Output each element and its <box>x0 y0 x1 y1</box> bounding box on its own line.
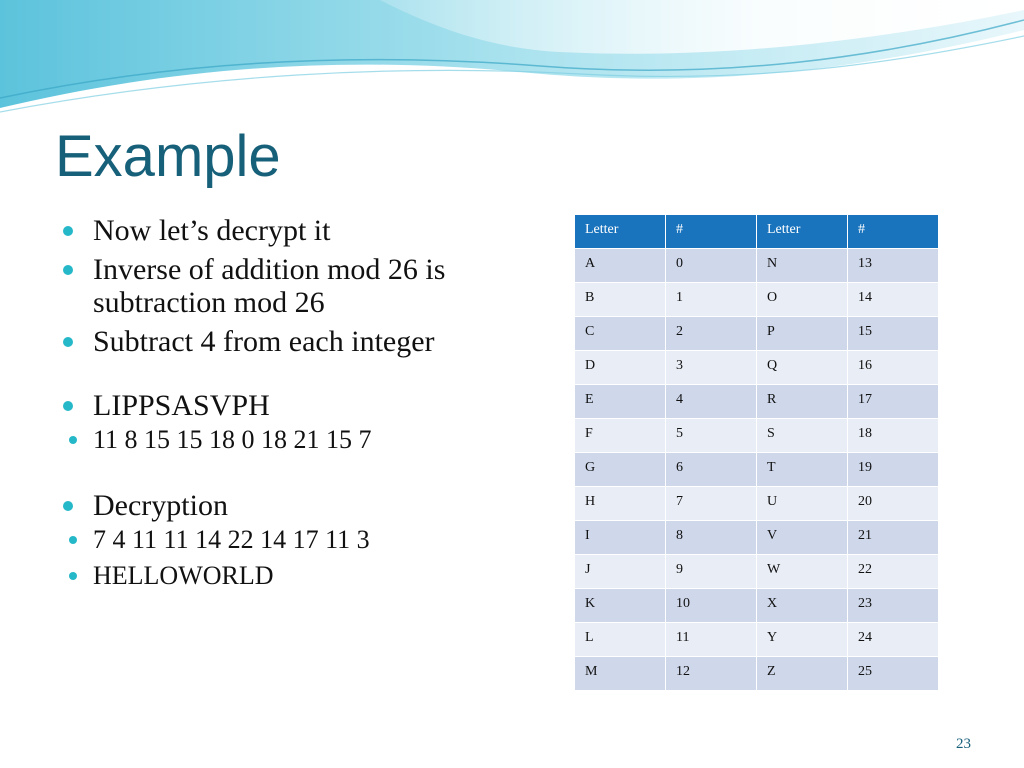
table-row <box>575 283 939 317</box>
sub-bullet-text: 7 4 11 11 14 22 14 17 11 3 <box>93 525 370 554</box>
table-cell: T <box>757 453 848 487</box>
table-cell: 0 <box>666 249 757 283</box>
table-cell: 7 <box>666 487 757 521</box>
table-cell: 12 <box>666 657 757 691</box>
bullet-item <box>62 214 522 247</box>
bullet-item <box>62 389 522 422</box>
table-body <box>575 249 939 691</box>
sub-bullet-dot-icon <box>69 572 77 580</box>
table-header-row <box>575 215 939 249</box>
table-row <box>575 589 939 623</box>
table-cell: 14 <box>848 283 939 317</box>
table-cell: 24 <box>848 623 939 657</box>
table-cell: N <box>757 249 848 283</box>
table-row <box>575 351 939 385</box>
bullet-dot-icon <box>63 337 73 347</box>
table-row <box>575 385 939 419</box>
table-cell: S <box>757 419 848 453</box>
bullet-item <box>62 253 522 319</box>
bullet-item <box>62 325 522 358</box>
table-cell: V <box>757 521 848 555</box>
table-cell: 8 <box>666 521 757 555</box>
table-cell: 3 <box>666 351 757 385</box>
table-cell: 20 <box>848 487 939 521</box>
table-cell: P <box>757 317 848 351</box>
table-cell: 9 <box>666 555 757 589</box>
table-cell: 23 <box>848 589 939 623</box>
header-wave-decoration <box>0 0 1024 120</box>
table-cell: F <box>575 419 666 453</box>
table-row <box>575 555 939 589</box>
table-cell: 2 <box>666 317 757 351</box>
table-cell: 17 <box>848 385 939 419</box>
table-cell: Z <box>757 657 848 691</box>
table-cell: C <box>575 317 666 351</box>
bullet-text: Now let’s decrypt it <box>93 214 331 247</box>
bullet-list <box>62 214 522 594</box>
table-cell: X <box>757 589 848 623</box>
bullet-text: Inverse of addition mod 26 is subtraction mod 26 <box>93 253 446 319</box>
table-cell: D <box>575 351 666 385</box>
table-cell: H <box>575 487 666 521</box>
letter-number-table <box>574 214 939 691</box>
table-cell: A <box>575 249 666 283</box>
table-cell: 19 <box>848 453 939 487</box>
table-cell: 4 <box>666 385 757 419</box>
bullet-dot-icon <box>63 226 73 236</box>
table-header-cell: # <box>666 215 757 249</box>
bullet-text: LIPPSASVPH <box>93 389 270 422</box>
table-cell: U <box>757 487 848 521</box>
table-cell: 18 <box>848 419 939 453</box>
table-row <box>575 623 939 657</box>
table-cell: O <box>757 283 848 317</box>
sub-bullet-item <box>22 522 522 558</box>
slide-title: Example <box>55 124 281 189</box>
table-cell: 11 <box>666 623 757 657</box>
table-row <box>575 521 939 555</box>
table-cell: 6 <box>666 453 757 487</box>
table-cell: 5 <box>666 419 757 453</box>
bullet-text: Decryption <box>93 489 228 522</box>
table-row <box>575 419 939 453</box>
table-cell: 15 <box>848 317 939 351</box>
table-cell: K <box>575 589 666 623</box>
table-cell: W <box>757 555 848 589</box>
table <box>574 214 939 691</box>
table-cell: R <box>757 385 848 419</box>
table-cell: Q <box>757 351 848 385</box>
table-cell: 21 <box>848 521 939 555</box>
table-cell: 10 <box>666 589 757 623</box>
sub-bullet-text: 11 8 15 15 18 0 18 21 15 7 <box>93 425 372 454</box>
sub-bullet-dot-icon <box>69 436 77 444</box>
bullet-dot-icon <box>63 265 73 275</box>
table-row <box>575 487 939 521</box>
table-cell: 13 <box>848 249 939 283</box>
table-cell: 16 <box>848 351 939 385</box>
table-row <box>575 453 939 487</box>
bullet-dot-icon <box>63 501 73 511</box>
bullet-text: Subtract 4 from each integer <box>93 325 435 358</box>
table-cell: J <box>575 555 666 589</box>
sub-bullet-item <box>22 558 522 594</box>
sub-bullet-item <box>22 422 522 458</box>
table-cell: 1 <box>666 283 757 317</box>
table-header-cell: # <box>848 215 939 249</box>
table-cell: M <box>575 657 666 691</box>
page-number: 23 <box>956 736 971 752</box>
table-cell: I <box>575 521 666 555</box>
table-row <box>575 657 939 691</box>
table-row <box>575 249 939 283</box>
table-cell: L <box>575 623 666 657</box>
sub-bullet-text: HELLOWORLD <box>93 561 274 590</box>
table-header-cell: Letter <box>757 215 848 249</box>
table-cell: 25 <box>848 657 939 691</box>
bullet-item <box>62 489 522 522</box>
table-header-cell: Letter <box>575 215 666 249</box>
table-cell: G <box>575 453 666 487</box>
table-cell: Y <box>757 623 848 657</box>
sub-bullet-dot-icon <box>69 536 77 544</box>
table-cell: E <box>575 385 666 419</box>
table-cell: 22 <box>848 555 939 589</box>
table-row <box>575 317 939 351</box>
table-cell: B <box>575 283 666 317</box>
bullet-dot-icon <box>63 401 73 411</box>
